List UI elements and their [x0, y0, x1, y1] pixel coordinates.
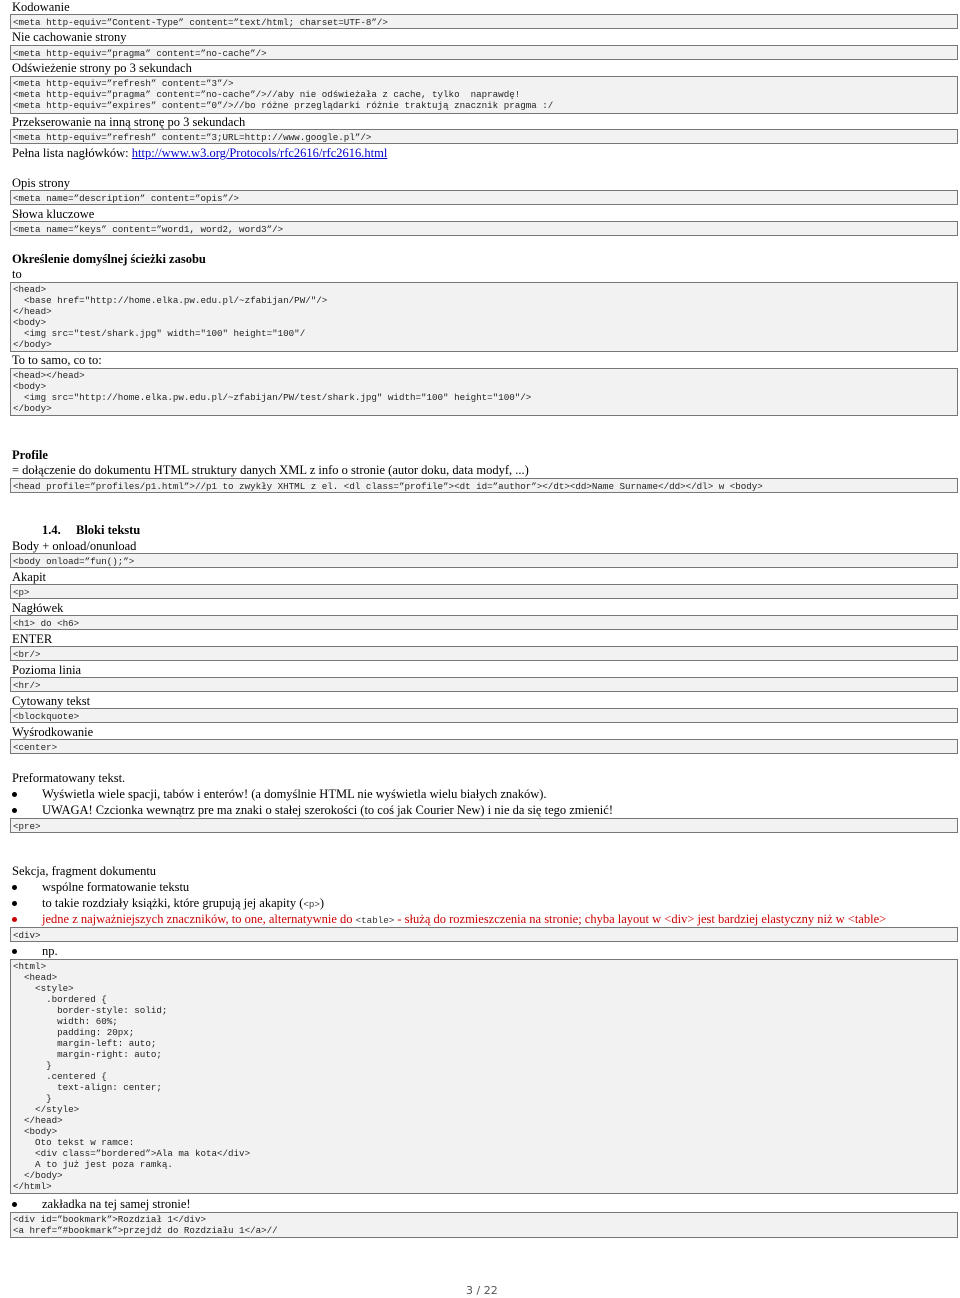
code-block-div: <div>: [10, 927, 958, 942]
code-block-encoding: <meta http-equiv=”Content-Type” content=”text/html; charset=UTF-8”/>: [10, 14, 958, 29]
base-same-text: To to samo, co to:: [12, 353, 102, 367]
code-block-body: <body onload=”fun();”>: [10, 553, 958, 568]
code-block-refresh: <meta http-equiv=”refresh” content=”3”/> <meta http-equiv=”pragma” content=”no-cache”/>//aby nie odświeżała z cache, tylko naprawdę! <meta http-equiv=”expires” content=”0”/>//bo różne przeglądarki różnie traktują znacznik pragma :/: [10, 76, 958, 114]
rfc2616-link[interactable]: http://www.w3.org/Protocols/rfc2616/rfc2616.html: [131, 146, 388, 160]
block-title-hr: Pozioma linia: [12, 663, 82, 677]
bullet-icon: [12, 808, 17, 813]
section-title-keywords: Słowa kluczowe: [12, 207, 95, 221]
block-title-paragraph: Akapit: [12, 570, 47, 584]
bullet-icon: [12, 1202, 17, 1207]
code-block-hr: <hr/>: [10, 677, 958, 692]
block-title-quote: Cytowany tekst: [12, 694, 91, 708]
bullet-icon: [12, 901, 17, 906]
code-block-br: <br/>: [10, 646, 958, 661]
code-line: Oto tekst w ramce:: [13, 1137, 135, 1148]
code-line: </html>: [13, 1181, 52, 1192]
block-title-enter: ENTER: [12, 632, 53, 646]
code-line: width: 60%;: [13, 1016, 118, 1027]
bullet-icon: [12, 792, 17, 797]
section-title-base: Określenie domyślnej ścieżki zasobu: [12, 252, 206, 266]
code-block-bookmark: <div id=”bookmark”>Rozdział 1</div> <a href=”#bookmark”>przejdź do Rozdziału 1</a>//: [10, 1212, 958, 1238]
code-line: <div class=”bordered”>Ala ma kota</div>: [13, 1148, 251, 1159]
code-block-paragraph: <p>: [10, 584, 958, 599]
code-line: }: [13, 1060, 52, 1071]
section-title-pre: Preformatowany tekst.: [12, 771, 126, 785]
section-title-encoding: Kodowanie: [12, 0, 70, 14]
block-title-heading: Nagłówek: [12, 601, 64, 615]
code-block-div-example: [10, 959, 958, 1194]
bullet-icon: [12, 949, 17, 954]
code-block-pre: <pre>: [10, 818, 958, 833]
chapter-title: Bloki tekstu: [76, 522, 141, 537]
code-line: <html>: [13, 961, 47, 972]
block-title-body: Body + onload/onunload: [12, 539, 137, 553]
code-line: margin-right: auto;: [13, 1049, 162, 1060]
code-line: </head>: [13, 1115, 63, 1126]
bullet-icon: [12, 885, 17, 890]
code-line: margin-left: auto;: [13, 1038, 157, 1049]
chapter-number: 1.4.: [42, 522, 61, 537]
code-block-base: <head> <base href="http://home.elka.pw.edu.pl/~zfabijan/PW/"/> </head> <body> <img src="test/shark.jpg" width="100" height="100"/ </body>: [10, 282, 958, 352]
section-title-no-cache: Nie cachowanie strony: [12, 30, 127, 44]
code-line: <body>: [13, 1126, 58, 1137]
code-block-center: <center>: [10, 739, 958, 754]
section-title-div: Sekcja, fragment dokumentu: [12, 864, 157, 878]
code-line: .bordered {: [13, 994, 107, 1005]
code-block-profile: <head profile=”profiles/p1.html”>//p1 to zwykły XHTML z el. <dl class=”profile”><dt id=”author”></dt><dd>Name Surname</dd></dl> w <body>: [10, 478, 958, 493]
code-block-description: <meta name=”description” content=”opis”/>: [10, 190, 958, 205]
code-line: .centered {: [13, 1071, 107, 1082]
code-line: <style>: [13, 983, 74, 994]
section-title-refresh: Odświeżenie strony po 3 sekundach: [12, 61, 192, 75]
document-page: Kodowanie <meta http-equiv=”Content-Type” content=”text/html; charset=UTF-8”/> Nie cachowanie strony <meta http-equiv=”pragma” content=”no-cache”/> Odświeżenie strony po 3 sekundach <meta http-equiv=”refresh” content=”3”/> <meta http-equiv=”pragma” content=”no-cache”/>//aby nie odświeżała z cache, tylko naprawdę! <meta http-equiv=”expires” content=”0”/>//bo różne przeglądarki różnie traktują znacznik pragma :/ Przekserowanie na inną stronę po 3 sekundach <meta http-equiv=”refresh” content=”3;URL=http://www.google.pl”/> Pełna lista nagłówków: http://www.w3.org/Protocols/rfc2616/rfc2616.html Opis strony <meta name=”description” content=”opis”/> Słowa kluczowe <meta name=”keys” content=”word1, word2, word3”/> Określenie domyślnej ścieżki zasobu to <head> <base href="http://home.elka.pw.edu.pl/~zfabijan/PW/"/> </head> <body> <img src="test/shark.jpg" width="100" height="100"/ </body> To to samo, co to: <head></head> <body> <img src="http://home.elka.pw.edu.pl/~zfabijan/PW/test/shark.jpg" width="100" height="100"/> </body> Profile = dołączenie do dokumentu HTML struktury danych XML z info o stronie (autor doku, data modyf, ...) <head profile=”profiles/p1.html”>//p1 to zwykły XHTML z el. <dl class=”profile”><dt id=”author”></dt><dd>Name Surname</dd></dl> w <body> 1.4. Bloki tekstu Body + onload/onunload <body onload=”fun();”> Akapit <p> Nagłówek <h1> do <h6> ENTER <br/> Pozioma linia <hr/> Cytowany tekst <blockquote> Wyśrodkowanie <center> Preformatowany tekst. Wyświetla wiele spacji, tabów i enterów! (a domyślnie HTML nie wyświetla wielu białych znaków). UWAGA! Czcionka wewnątrz pre ma znaki o stałej szerokości (to coś jak Courier New) i nie da się tego zmienić! <pre> Sekcja, fragment dokumentu wspólne formatowanie tekstu to takie rozdziały książki, które grupują jej akapity (<p>) jedne z najważniejszych znaczników, to one, alternatywnie do <table> - służą do rozmieszczenia na stronie; chyba layout w <div> jest bardziej elastyczny niż w <table> <div> np. <html> <head> <style> .bordered { border-style: solid; width: 60%; padding: 20px; margin-left: auto; margin-right: auto; } .centered { text-align: center; } </style> </head> <body> Oto tekst w ramce: <div class=”bordered”>Ala ma kota</div> A to już jest poza ramką. </body> </html> zakładka na tej samej stronie! <div id=”bookmark”>Rozdział 1</div> <a href=”#bookmark”>przejdź do Rozdziału 1</a>// 3 / 22: [0, 0, 960, 1298]
code-block-heading: <h1> do <h6>: [10, 615, 958, 630]
code-line: text-align: center;: [13, 1082, 162, 1093]
section-title-redirect: Przekserowanie na inną stronę po 3 sekundach: [12, 115, 246, 129]
code-block-base-2: <head></head> <body> <img src="http://home.elka.pw.edu.pl/~zfabijan/PW/test/shark.jpg" width="100" height="100"/> </body>: [10, 368, 958, 416]
section-title-description: Opis strony: [12, 176, 70, 190]
code-block-keywords: <meta name=”keys” content=”word1, word2, word3”/>: [10, 221, 958, 236]
code-line: padding: 20px;: [13, 1027, 135, 1038]
code-line: <head>: [13, 972, 58, 983]
page-number: 3 / 22: [466, 1284, 498, 1297]
code-block-no-cache: <meta http-equiv=”pragma” content=”no-cache”/>: [10, 45, 958, 60]
chapter-heading: [42, 523, 140, 538]
bullet-icon: [12, 917, 17, 922]
code-line: }: [13, 1093, 52, 1104]
code-block-blockquote: <blockquote>: [10, 708, 958, 723]
base-sub: to: [12, 267, 22, 281]
code-line: border-style: solid;: [13, 1005, 168, 1016]
headers-list-line: [12, 146, 387, 161]
code-block-redirect: <meta http-equiv=”refresh” content=”3;URL=http://www.google.pl”/>: [10, 129, 958, 144]
code-line: A to już jest poza ramką.: [13, 1159, 173, 1170]
headers-list-prefix: Pełna lista nagłówków:: [12, 146, 132, 160]
code-line: </style>: [13, 1104, 80, 1115]
block-title-center: Wyśrodkowanie: [12, 725, 94, 739]
profile-description: = dołączenie do dokumentu HTML struktury danych XML z info o stronie (autor doku, data modyf, ...): [12, 463, 529, 477]
section-title-profile: Profile: [12, 448, 48, 462]
code-line: </body>: [13, 1170, 63, 1181]
